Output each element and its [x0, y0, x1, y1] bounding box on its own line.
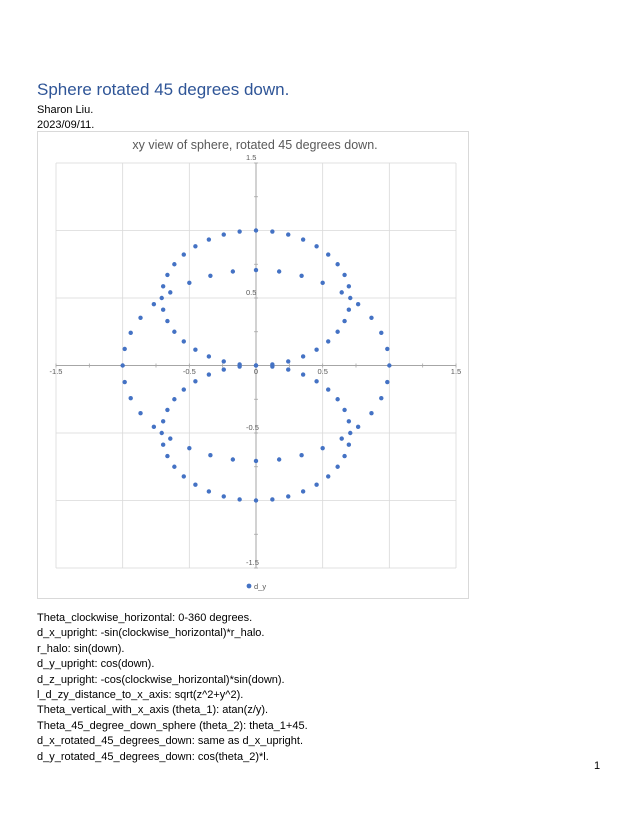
data-point: [160, 431, 164, 435]
data-point: [342, 273, 346, 277]
data-point: [347, 419, 351, 423]
data-point: [326, 339, 330, 343]
data-point: [254, 459, 258, 463]
data-point: [129, 396, 133, 400]
data-point: [286, 359, 290, 363]
data-point: [172, 397, 176, 401]
y-tick-label: -0.5: [246, 423, 259, 432]
data-point: [314, 483, 318, 487]
data-point: [207, 237, 211, 241]
data-point: [193, 483, 197, 487]
data-point: [129, 331, 133, 335]
data-point: [161, 443, 165, 447]
note-line: d_z_upright: -cos(clockwise_horizontal)*sin(down).: [37, 673, 285, 686]
data-point: [193, 379, 197, 383]
data-point: [222, 232, 226, 236]
data-point: [342, 454, 346, 458]
page-number: 1: [594, 760, 601, 772]
data-point: [207, 489, 211, 493]
document-meta: [37, 103, 94, 133]
x-tick-label: -1.5: [49, 367, 63, 377]
data-point: [369, 316, 373, 320]
legend: [247, 582, 267, 591]
data-point: [165, 408, 169, 412]
data-point: [348, 431, 352, 435]
data-point: [182, 339, 186, 343]
data-point: [168, 290, 172, 294]
page-title: Sphere rotated 45 degrees down.: [37, 80, 290, 99]
data-point: [347, 443, 351, 447]
data-point: [379, 331, 383, 335]
data-point: [120, 363, 124, 367]
data-point: [347, 284, 351, 288]
data-point: [356, 302, 360, 306]
data-point: [335, 465, 339, 469]
data-point: [314, 244, 318, 248]
data-point: [385, 380, 389, 384]
data-point: [165, 454, 169, 458]
note-line: Theta_clockwise_horizontal: 0-360 degrees.: [37, 612, 253, 624]
note-line: d_x_upright: -sin(clockwise_horizontal)*r_halo.: [37, 627, 265, 640]
data-point: [254, 498, 258, 502]
x-tick-label: -0.5: [182, 367, 196, 377]
data-point: [270, 364, 274, 368]
date: 2023/09/11.: [37, 119, 95, 131]
data-point: [342, 319, 346, 323]
data-point: [187, 281, 191, 285]
data-point: [335, 330, 339, 334]
data-point: [326, 474, 330, 478]
data-point: [301, 354, 305, 358]
data-point: [387, 363, 391, 367]
author: Sharon Liu.: [37, 104, 94, 116]
data-point: [320, 446, 324, 450]
data-point: [138, 411, 142, 415]
data-point: [187, 446, 191, 450]
data-point: [182, 474, 186, 478]
y-tick-label: 1.5: [246, 153, 257, 162]
data-point: [172, 465, 176, 469]
data-point: [301, 237, 305, 241]
data-point: [193, 348, 197, 352]
data-point: [161, 284, 165, 288]
y-tick-label: -1.5: [246, 558, 259, 567]
chart-canvas: [38, 132, 470, 600]
data-point: [122, 347, 126, 351]
data-point: [165, 273, 169, 277]
note-line: d_y_rotated_45_degrees_down: cos(theta_2)*l.: [37, 750, 269, 763]
data-point: [152, 302, 156, 306]
data-point: [320, 281, 324, 285]
data-point: [286, 232, 290, 236]
data-point: [237, 229, 241, 233]
data-point: [301, 489, 305, 493]
data-point: [207, 354, 211, 358]
x-tick-label: 1.5: [450, 367, 462, 377]
data-point: [182, 387, 186, 391]
data-point: [254, 268, 258, 272]
data-point: [277, 269, 281, 273]
data-point: [326, 387, 330, 391]
data-point: [385, 347, 389, 351]
data-point: [222, 367, 226, 371]
data-point: [340, 290, 344, 294]
data-point: [122, 380, 126, 384]
data-point: [326, 252, 330, 256]
note-line: Theta_vertical_with_x_axis (theta_1): atan(z/y).: [37, 704, 269, 717]
scatter-chart: [37, 131, 469, 599]
data-point: [356, 425, 360, 429]
data-point: [335, 397, 339, 401]
data-point: [237, 497, 241, 501]
chart-title: xy view of sphere, rotated 45 degrees down.: [132, 138, 378, 152]
data-point: [301, 372, 305, 376]
data-point: [314, 379, 318, 383]
data-point: [299, 274, 303, 278]
data-point: [168, 436, 172, 440]
y-tick-label: 0.5: [246, 288, 257, 297]
data-point: [286, 367, 290, 371]
data-point: [270, 497, 274, 501]
data-point: [182, 252, 186, 256]
data-point: [254, 228, 258, 232]
data-point: [160, 296, 164, 300]
data-point: [231, 457, 235, 461]
data-point: [165, 319, 169, 323]
formula-notes: [37, 611, 308, 765]
data-point: [314, 348, 318, 352]
data-point: [207, 372, 211, 376]
note-line: Theta_45_degree_down_sphere (theta_2): theta_1+45.: [37, 719, 308, 732]
legend-marker: [247, 584, 252, 589]
data-point: [222, 359, 226, 363]
data-point: [299, 453, 303, 457]
data-point: [237, 364, 241, 368]
x-tick-label: 0.5: [317, 367, 328, 377]
data-point: [161, 419, 165, 423]
data-point: [342, 408, 346, 412]
data-point: [286, 494, 290, 498]
data-point: [208, 274, 212, 278]
note-line: r_halo: sin(down).: [37, 642, 125, 655]
data-point: [347, 308, 351, 312]
data-point: [138, 316, 142, 320]
x-tick-label: 0: [253, 367, 259, 377]
note-line: d_y_upright: cos(down).: [37, 658, 155, 671]
data-point: [172, 330, 176, 334]
tick-labels: [50, 153, 462, 567]
data-point: [161, 308, 165, 312]
data-point: [152, 425, 156, 429]
data-point: [172, 262, 176, 266]
data-point: [340, 436, 344, 440]
data-point: [335, 262, 339, 266]
note-line: d_x_rotated_45_degrees_down: same as d_x_upright.: [37, 735, 304, 748]
data-point: [369, 411, 373, 415]
note-line: l_d_zy_distance_to_x_axis: sqrt(z^2+y^2).: [37, 689, 244, 702]
data-point: [231, 269, 235, 273]
data-point: [270, 229, 274, 233]
data-point: [208, 453, 212, 457]
data-point: [379, 396, 383, 400]
data-point: [277, 457, 281, 461]
legend-label: d_y: [254, 582, 267, 591]
data-point: [348, 296, 352, 300]
data-point: [222, 494, 226, 498]
data-point: [193, 244, 197, 248]
